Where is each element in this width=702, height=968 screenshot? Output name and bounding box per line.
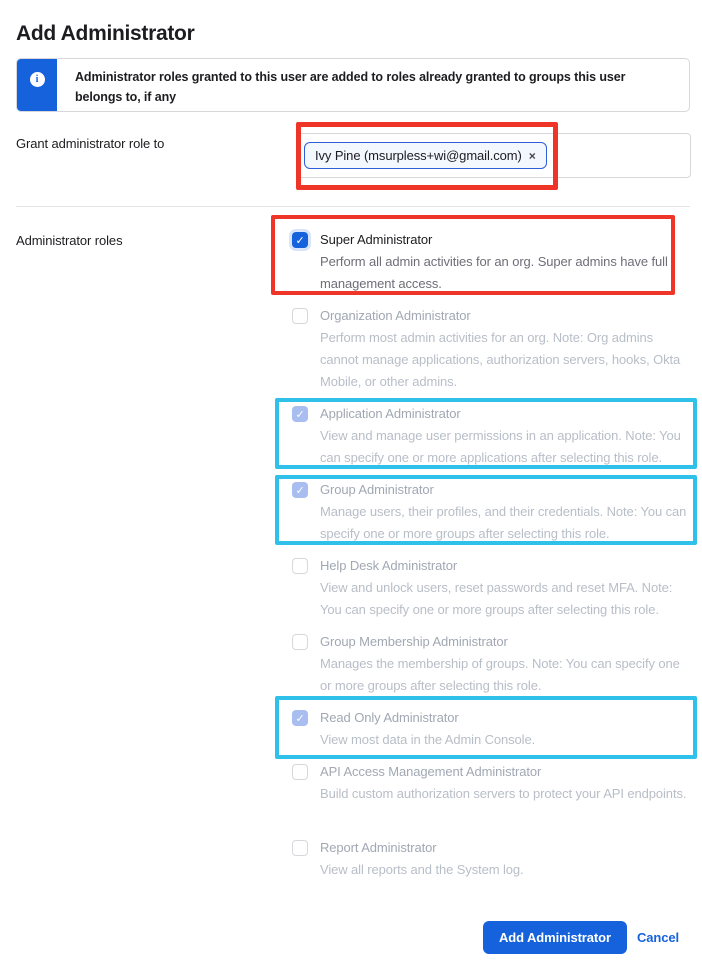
role-name: Group Administrator bbox=[320, 482, 434, 497]
role-name: API Access Management Administrator bbox=[320, 764, 542, 779]
role-name: Report Administrator bbox=[320, 840, 437, 855]
user-token-label: Ivy Pine (msurpless+wi@gmail.com) bbox=[315, 148, 522, 163]
role-item-group-membership-administrator[interactable] bbox=[292, 631, 692, 697]
role-name: Read Only Administrator bbox=[320, 710, 459, 725]
role-description: Perform all admin activities for an org. Super admins have full management access. bbox=[320, 254, 668, 291]
checkbox-unchecked-icon[interactable] bbox=[292, 764, 308, 780]
role-item-help-desk-administrator[interactable] bbox=[292, 555, 692, 621]
info-icon: i bbox=[30, 72, 45, 87]
add-administrator-button[interactable]: Add Administrator bbox=[483, 921, 627, 954]
role-description: Manage users, their profiles, and their credentials. Note: You can specify one or more groups after selecting this role. bbox=[320, 504, 687, 541]
role-item-group-administrator[interactable] bbox=[292, 479, 692, 545]
role-description: Build custom authorization servers to protect your API endpoints. bbox=[320, 786, 687, 801]
user-token bbox=[304, 142, 547, 169]
checkbox-checked-icon[interactable]: ✓ bbox=[292, 710, 308, 726]
role-name: Super Administrator bbox=[320, 232, 433, 247]
checkbox-unchecked-icon[interactable] bbox=[292, 308, 308, 324]
role-item-report-administrator[interactable] bbox=[292, 837, 692, 881]
grant-role-input[interactable] bbox=[297, 133, 691, 178]
checkbox-checked-icon[interactable]: ✓ bbox=[292, 482, 308, 498]
role-item-api-access-management-administrator[interactable] bbox=[292, 761, 692, 805]
role-description: View most data in the Admin Console. bbox=[320, 732, 536, 747]
info-banner-accent bbox=[17, 59, 57, 111]
role-item-read-only-administrator[interactable] bbox=[292, 707, 692, 751]
role-description: Perform most admin activities for an org. Note: Org admins cannot manage applications, authorization servers, hooks, Okta Mobile, or other admins. bbox=[320, 330, 681, 389]
checkbox-checked-icon[interactable]: ✓ bbox=[292, 232, 308, 248]
role-description: View and unlock users, reset passwords and reset MFA. Note: You can specify one or more groups after selecting this role. bbox=[320, 580, 673, 617]
checkbox-unchecked-icon[interactable] bbox=[292, 634, 308, 650]
role-description: View all reports and the System log. bbox=[320, 862, 524, 877]
page-title: Add Administrator bbox=[16, 22, 195, 46]
info-banner bbox=[16, 58, 690, 112]
role-description: Manages the membership of groups. Note: You can specify one or more groups after selecting this role. bbox=[320, 656, 680, 693]
administrator-roles-label: Administrator roles bbox=[16, 233, 123, 248]
role-name: Organization Administrator bbox=[320, 308, 471, 323]
checkbox-unchecked-icon[interactable] bbox=[292, 558, 308, 574]
divider bbox=[16, 206, 690, 207]
info-banner-text: Administrator roles granted to this user are added to roles already granted to groups this user belongs to, if any bbox=[75, 70, 626, 104]
remove-token-icon[interactable]: × bbox=[528, 148, 536, 163]
role-item-organization-administrator[interactable] bbox=[292, 305, 692, 393]
role-name: Group Membership Administrator bbox=[320, 634, 508, 649]
role-item-application-administrator[interactable] bbox=[292, 403, 692, 469]
role-item-super-administrator[interactable] bbox=[292, 229, 692, 295]
checkbox-unchecked-icon[interactable] bbox=[292, 840, 308, 856]
role-description: View and manage user permissions in an application. Note: You can specify one or more applications after selecting this role. bbox=[320, 428, 681, 465]
checkbox-checked-icon[interactable]: ✓ bbox=[292, 406, 308, 422]
cancel-button[interactable]: Cancel bbox=[637, 930, 680, 945]
grant-role-label: Grant administrator role to bbox=[16, 136, 165, 151]
role-name: Help Desk Administrator bbox=[320, 558, 458, 573]
role-name: Application Administrator bbox=[320, 406, 461, 421]
